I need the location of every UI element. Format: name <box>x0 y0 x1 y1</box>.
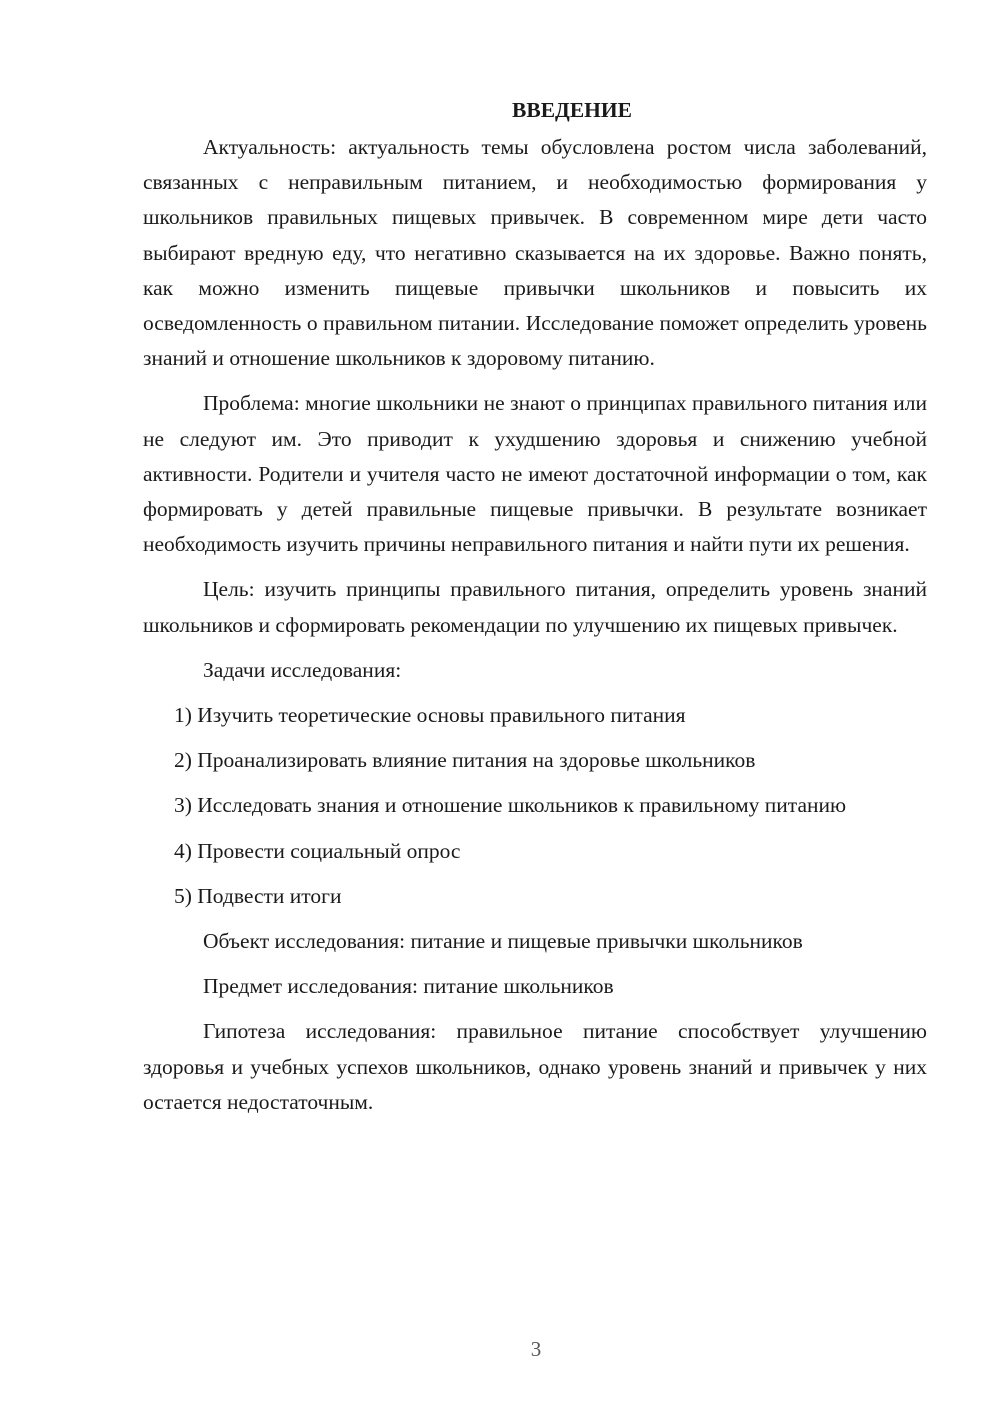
relevance-paragraph: Актуальность: актуальность темы обусловлена ростом числа заболеваний, связанных с неправильным питанием, и необходимостью формирования у школьников правильных пищевых привычек. В современном мире дети часто выбирают вредную еду, что негативно сказывается на их здоровье. Важно понять, как можно изменить пищевые привычки школьников и повысить их осведомленность о правильном питании. Исследование поможет определить уровень знаний и отношение школьников к здоровому питанию. <box>143 135 927 371</box>
page-title: ВВЕДЕНИЕ <box>512 98 632 122</box>
tasks-heading: Задачи исследования: <box>203 657 402 682</box>
task-item-4: 4) Провести социальный опрос <box>174 838 461 863</box>
hypothesis-paragraph: Гипотеза исследования: правильное питание способствует улучшению здоровья и учебных успехов школьников, однако уровень знаний и привычек у них остается недостаточным. <box>143 1019 927 1114</box>
task-item-2: 2) Проанализировать влияние питания на здоровье школьников <box>174 748 756 773</box>
task-item-3: 3) Исследовать знания и отношение школьников к правильному питанию <box>174 793 847 818</box>
page-number: 3 <box>530 1337 542 1361</box>
subject-paragraph: Предмет исследования: питание школьников <box>203 974 614 999</box>
tasks-list <box>143 698 927 914</box>
problem-paragraph: Проблема: многие школьники не знают о принципах правильного питания или не следуют им. Это приводит к ухудшению здоровья и снижению учебной активности. Родители и учителя часто не имеют достаточной информации о том, как формировать у детей правильные пищевые привычки. В результате возникает необходимость изучить причины неправильного питания и найти пути их решения. <box>143 391 927 557</box>
goal-paragraph: Цель: изучить принципы правильного питания, определить уровень знаний школьников и сформировать рекомендации по улучшению их пищевых привычек. <box>143 577 927 637</box>
document-page <box>143 90 927 1130</box>
task-item-1: 1) Изучить теоретические основы правильного питания <box>174 703 686 728</box>
object-paragraph: Объект исследования: питание и пищевые привычки школьников <box>203 929 803 954</box>
task-item-5: 5) Подвести итоги <box>174 883 342 908</box>
